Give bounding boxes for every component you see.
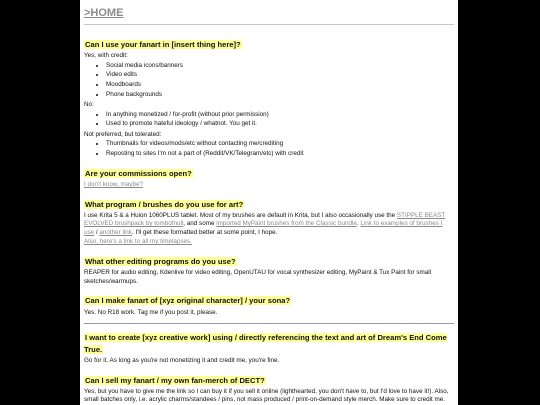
mypaint-brushes-link[interactable]: imported MyPaint brushes from the Classic bundle: [216, 220, 357, 228]
faq-fanart-usage: [84, 39, 454, 159]
faq-editing-programs: [84, 256, 454, 286]
list-item: • Thumbnails for videos/mods/etc without contacting me/crediting: [106, 140, 454, 149]
question-heading: I want to create [xyz creative work] using / directly referencing the text and art of Dream's End Come True.: [84, 333, 447, 354]
divider: [84, 323, 454, 324]
list-item: • Reposting to sites I'm not a part of (Reddit/VK/Telegram/etc) with credit: [106, 150, 454, 159]
faq-commissions: [84, 168, 454, 190]
commissions-link[interactable]: I don't know, maybe?: [84, 181, 143, 189]
timelapses-link[interactable]: Also, here's a link to all my timelapses.: [84, 238, 192, 246]
list-item: • Video edits: [106, 71, 454, 80]
another-link[interactable]: another link: [99, 228, 132, 236]
no-list: [84, 111, 454, 129]
yes-list: [84, 62, 454, 100]
answer-text: Go for it. As long as you're not monetizing it and credit me, you're fine.: [84, 357, 280, 365]
no-label: No:: [84, 101, 94, 109]
tolerated-list: [84, 140, 454, 158]
faq-page: [80, 0, 458, 405]
stipple-brushpack-link[interactable]: STIPPLE BEAST EVOLVED brushpack by tombofnull: [84, 211, 446, 228]
faq-character-fanart: [84, 295, 454, 317]
faq-creative-work: [84, 332, 454, 365]
question-heading: Can I make fanart of [xyz original character] / your sona?: [85, 296, 291, 306]
brush-examples-link[interactable]: Link to examples of brushes I use: [84, 220, 443, 236]
answer-text: I use Krita 5 & a Huion 1060PLUS tablet. Most of my brushes are default in Krita, but I also occasionally use the STIPPLE BEAST EVOLVED brushpack by tombofnull, and some imported MyPaint brushes from the Classic bundle. Link to examples of brushes I use / another link. I'll get these formatted better at some point, I hope.: [84, 211, 446, 236]
yes-label: Yes, with credit:: [84, 52, 128, 60]
question-heading: What other editing programs do you use?: [85, 256, 236, 266]
question-heading: What program / brushes do you use for art?: [85, 199, 244, 209]
faq-programs-brushes: [84, 199, 454, 247]
question-heading: Are your commissions open?: [85, 168, 192, 178]
answer-text: REAPER for audio editing, Kdenlive for video editing, OpenUTAU for vocal synthesizer editing, MyPaint & Tux Paint for small sketches/warmups.: [84, 269, 432, 285]
answer-text: Yes, but you have to give me the link so I can buy it if you sell it online (lighthearted, you don't have to, but I'd love to have it!). Also, small batches only, i.e. acrylic charms/standees / pins, not mass produced / print-on-demand style merch. Make sure to credit me.: [84, 387, 449, 404]
list-item: • Used to promote hateful ideology / whatnot. You get it.: [106, 120, 454, 129]
question-heading: Can I sell my fanart / my own fan-merch of DECT?: [85, 375, 265, 385]
list-item: • Social media icons/banners: [106, 62, 454, 71]
faq-sell-merch: [84, 375, 454, 405]
question-heading: Can I use your fanart in [insert thing here]?: [85, 39, 241, 49]
list-item: • Moodboards: [106, 81, 454, 90]
home-link[interactable]: >HOME: [84, 7, 124, 19]
list-item: • Phone backgrounds: [106, 91, 454, 100]
answer-text: Yes. No R18 work. Tag me if you post it, please.: [84, 308, 218, 316]
list-item: • In anything monetized / for-profit (without prior permission): [106, 111, 454, 120]
divider: [84, 24, 454, 25]
tolerated-label: Not preferred, but tolerated:: [84, 130, 162, 138]
